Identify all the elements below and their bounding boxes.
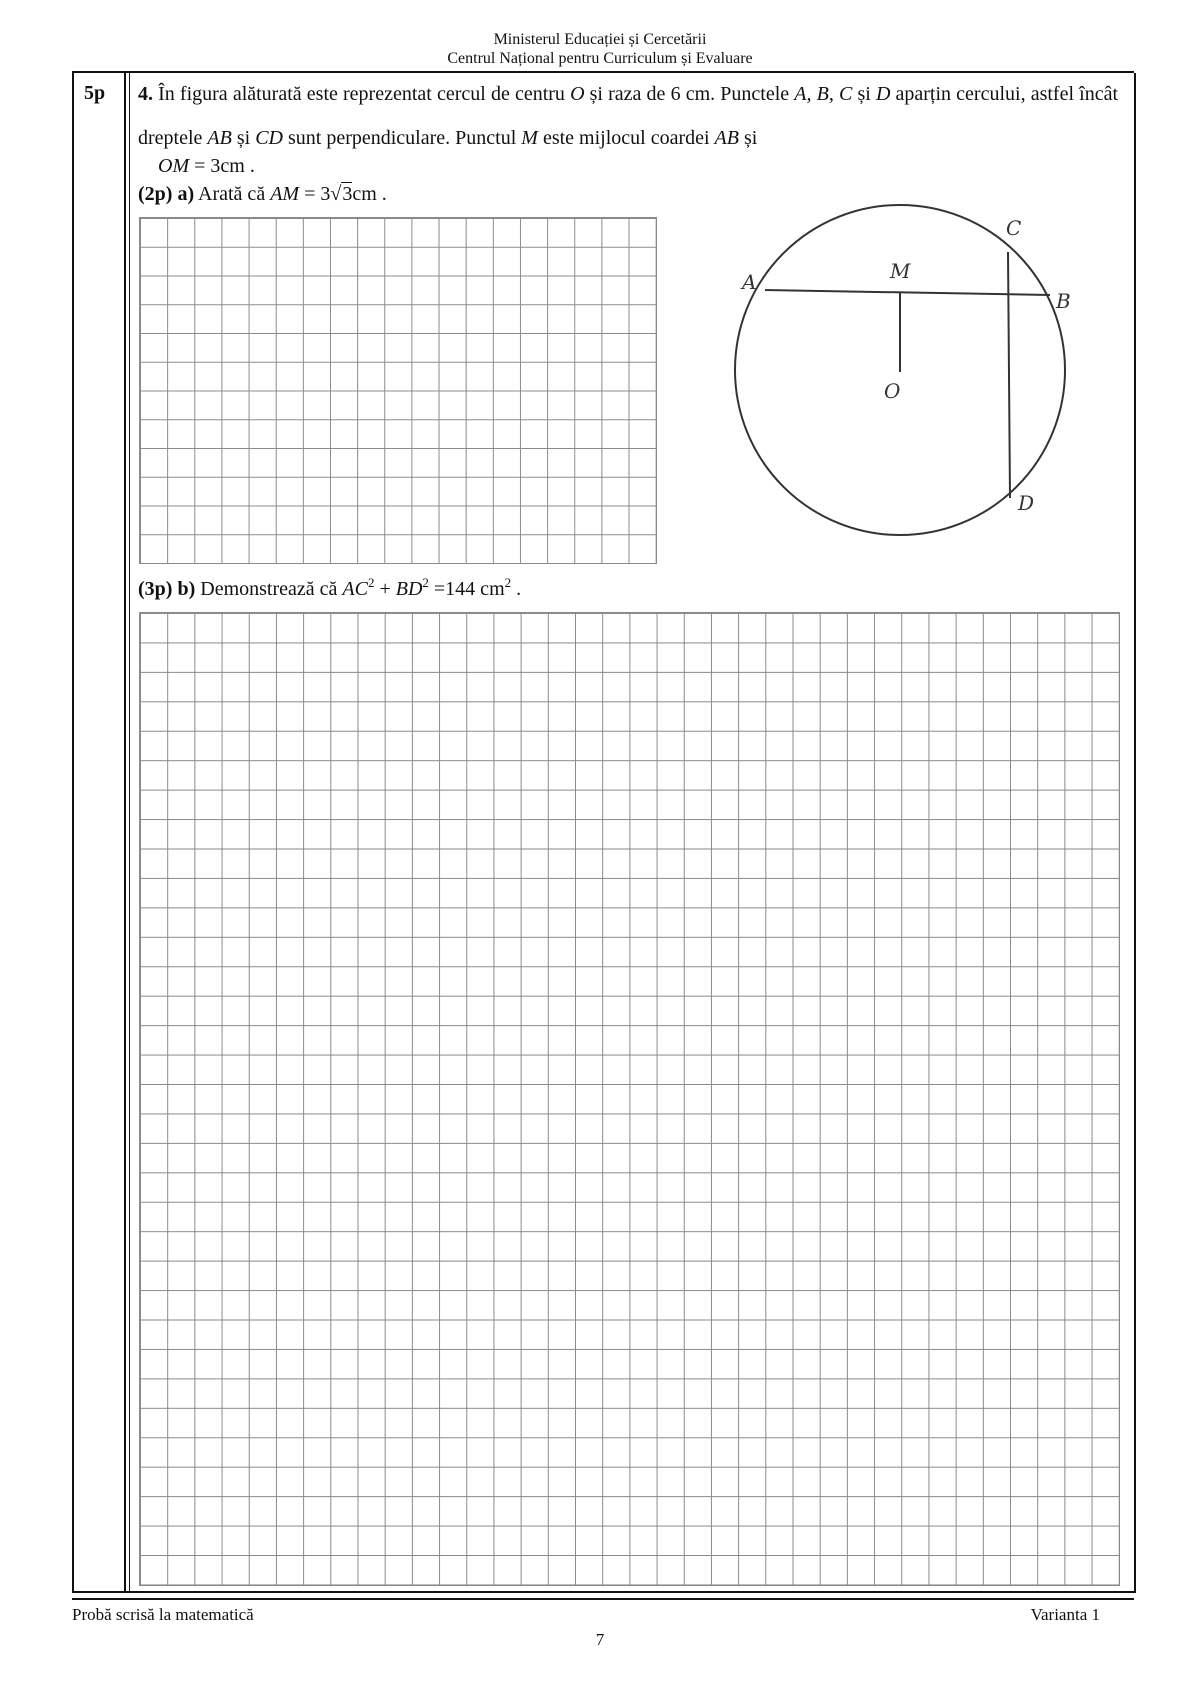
- symbol-AC: AC: [342, 578, 368, 600]
- label-D: D: [1018, 491, 1035, 515]
- header-center: Centrul Național pentru Curriculum și Evaluare: [447, 50, 753, 67]
- symbol-BD: BD: [395, 578, 423, 600]
- chord-CD: [1008, 252, 1010, 498]
- statement-text: În figura alăturată este reprezentat cercul de centru: [158, 83, 571, 105]
- part-b-letter: b): [177, 578, 196, 600]
- statement-text: = 3cm .: [189, 155, 255, 177]
- symbol-points: A, B, C: [794, 83, 853, 105]
- part-b-points: (3p): [138, 578, 173, 600]
- footer-variant: Varianta 1: [1030, 1605, 1100, 1624]
- statement-line-3: [138, 152, 1118, 180]
- footer-subject: Probă scrisă la matematică: [72, 1605, 254, 1624]
- radius-value: 6 cm: [670, 83, 711, 105]
- answer-grid-a[interactable]: [139, 217, 657, 564]
- statement-text: și: [231, 127, 256, 149]
- part-a-letter: a): [177, 183, 195, 205]
- plus-sign: +: [374, 578, 396, 600]
- part-a-text: Arată că: [194, 183, 271, 205]
- symbol-AM: AM: [270, 183, 300, 205]
- part-a: (2p) a) Arată că AM = 3√3cm .: [138, 183, 387, 205]
- symbol-D: D: [875, 83, 891, 105]
- column-separator: [124, 73, 126, 1593]
- label-M: M: [890, 259, 911, 283]
- part-b-text: Demonstrează că: [195, 578, 343, 600]
- footer-rule: [72, 1598, 1134, 1600]
- exponent: 2: [504, 575, 512, 590]
- column-separator-inner: [129, 73, 130, 1593]
- symbol-M: M: [521, 127, 538, 149]
- statement-text: aparțin cercului, astfel încât dreptele: [138, 83, 1119, 149]
- page-number: 7: [595, 1630, 605, 1649]
- problem-points: 5p: [84, 82, 106, 104]
- symbol-CD: CD: [255, 127, 283, 149]
- statement-text: și: [738, 127, 758, 149]
- part-a-unit: cm .: [352, 183, 387, 205]
- statement-text: este mijlocul coardei: [537, 127, 715, 149]
- statement-text: . Punctele: [710, 83, 795, 105]
- symbol-OM: OM: [158, 155, 190, 177]
- label-O: O: [884, 379, 901, 403]
- part-a-points: (2p): [138, 183, 173, 205]
- statement-text: și raza de: [584, 83, 671, 105]
- header-ministry: Ministerul Educației și Cercetării: [493, 31, 707, 48]
- part-b-eq: =144 cm: [428, 578, 505, 600]
- label-A: A: [742, 270, 757, 294]
- exponent: 2: [422, 575, 429, 590]
- symbol-AB: AB: [207, 127, 232, 149]
- problem-statement: [138, 72, 1118, 180]
- page-header: [0, 30, 1200, 68]
- part-a-eq: = 3: [299, 183, 331, 205]
- problem-number: 4.: [138, 83, 153, 105]
- symbol-O: O: [570, 83, 585, 105]
- chord-AB: [765, 290, 1050, 295]
- part-b: [138, 575, 522, 601]
- exponent: 2: [367, 575, 375, 590]
- geometry-figure: [720, 200, 1080, 545]
- label-B: B: [1056, 289, 1071, 313]
- answer-grid-b[interactable]: [139, 612, 1120, 1586]
- statement-text: sunt perpendiculare. Punctul: [282, 127, 522, 149]
- sqrt-value: 3: [342, 183, 353, 205]
- statement-text: și: [852, 83, 876, 105]
- part-b-end: .: [516, 578, 522, 600]
- symbol-AB: AB: [714, 127, 739, 149]
- label-C: C: [1006, 216, 1022, 240]
